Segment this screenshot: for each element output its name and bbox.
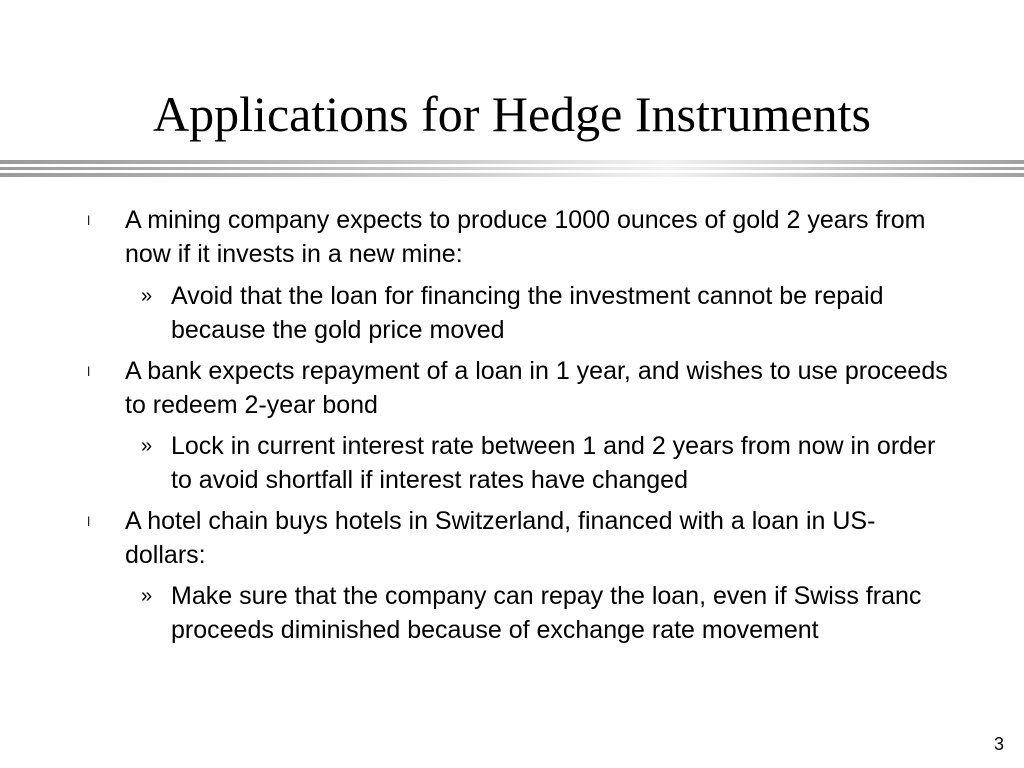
- sub-bullet-item-hotel: [141, 579, 956, 647]
- page-number: 3: [993, 734, 1004, 754]
- sub-bullet-marker: »: [141, 285, 153, 307]
- bullet-marker: l: [87, 214, 91, 228]
- title-divider-line: [0, 167, 1024, 170]
- bullet-item-bank: [87, 354, 955, 422]
- sub-bullet-text: Make sure that the company can repay the loan, even if Swiss franc proceeds diminished because of exchange rate movement: [171, 582, 922, 644]
- bullet-marker: l: [87, 365, 91, 379]
- bullet-text: A bank expects repayment of a loan in 1 year, and wishes to use proceeds to redeem 2-year bond: [125, 357, 948, 419]
- bullet-item-hotel: [87, 504, 955, 572]
- slide-title: Applications for Hedge Instruments: [153, 86, 871, 142]
- sub-bullet-item-bank: [141, 429, 956, 497]
- bullet-text: A hotel chain buys hotels in Switzerland, financed with a loan in US-dollars:: [125, 507, 876, 569]
- sub-bullet-marker: »: [141, 435, 153, 457]
- sub-bullet-item-mining: [141, 279, 956, 347]
- sub-bullet-text: Avoid that the loan for financing the investment cannot be repaid because the gold price moved: [171, 282, 884, 344]
- title-divider-line: [0, 160, 1024, 164]
- sub-bullet-marker: »: [141, 585, 153, 607]
- bullet-item-mining: [87, 203, 955, 271]
- title-divider-line: [0, 173, 1024, 177]
- bullet-marker: l: [87, 515, 91, 529]
- sub-bullet-text: Lock in current interest rate between 1 and 2 years from now in order to avoid shortfall if interest rates have changed: [171, 432, 936, 494]
- bullet-text: A mining company expects to produce 1000 ounces of gold 2 years from now if it invests in a new mine:: [125, 206, 926, 268]
